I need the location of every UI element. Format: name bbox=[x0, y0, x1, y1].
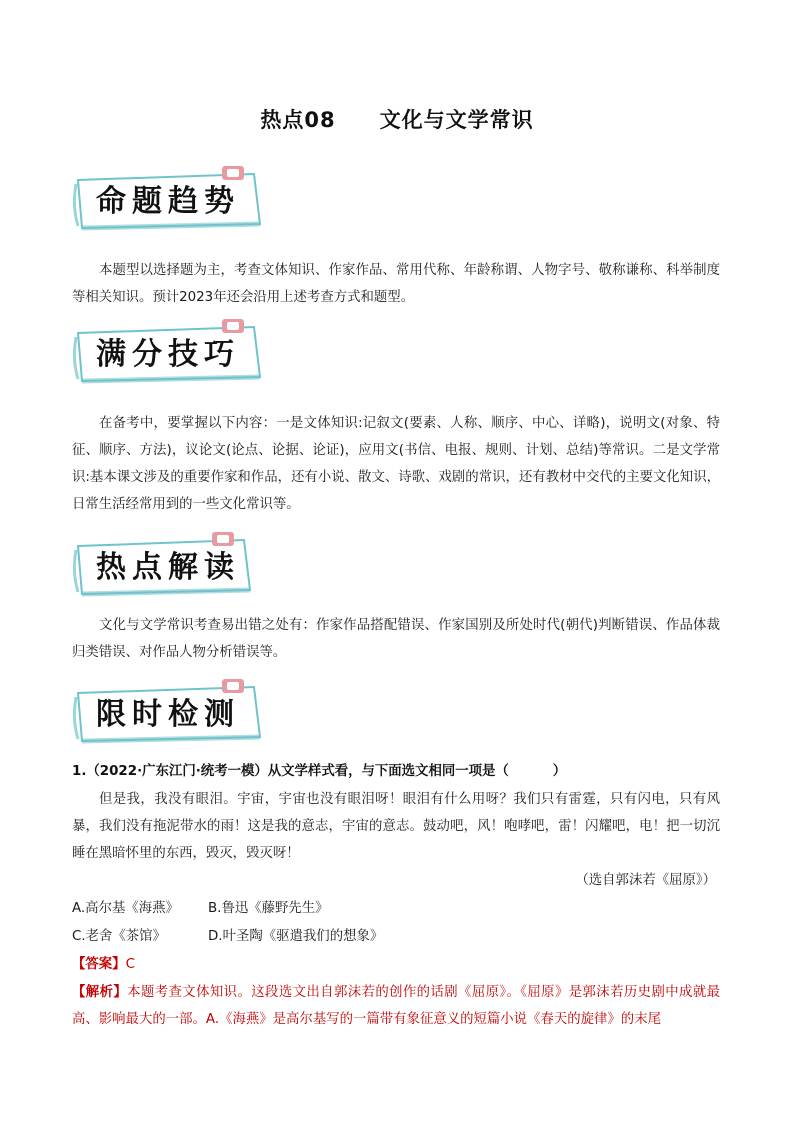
question-title-end: ） bbox=[552, 764, 567, 779]
answer-line bbox=[72, 953, 135, 972]
hot-paragraph: 文化与文学常识考查易出错之处有：作家作品搭配错误、作家国别及所处时代(朝代)判断错误、作品体裁归类错误、对作品人物分析错误等。 bbox=[72, 618, 720, 660]
section-heading: 限时检测 bbox=[96, 697, 240, 732]
title-main: 文化与文学常识 bbox=[379, 108, 534, 132]
section-heading: 热点解读 bbox=[96, 550, 240, 585]
answer-label: 【答案】 bbox=[72, 957, 126, 972]
section-heading: 满分技巧 bbox=[96, 337, 240, 372]
section-banner-skill bbox=[72, 319, 272, 385]
page-title bbox=[0, 104, 794, 134]
option-d: D.叶圣陶《驱遣我们的想象》 bbox=[208, 929, 384, 944]
section-banner-test bbox=[72, 679, 272, 745]
option-a: A.高尔基《海燕》 bbox=[72, 901, 179, 916]
answer-value: C bbox=[125, 957, 135, 972]
option-c: C.老舍《茶馆》 bbox=[72, 929, 166, 944]
question-title bbox=[72, 760, 566, 779]
section-banner-hot bbox=[72, 532, 272, 598]
analysis-text: 本题考查文体知识。这段选文出自郭沫若的创作的话剧《屈原》。《屈原》是郭沫若历史剧中成就最高、影响最大的一部。A.《海燕》是高尔基写的一篇带有象征意义的短篇小说《春天的旋律》的末尾 bbox=[72, 985, 720, 1027]
section-banner-trend bbox=[72, 166, 272, 232]
passage-source: （选自郭沫若《屈原》） bbox=[575, 873, 716, 888]
analysis-label: 【解析】 bbox=[72, 985, 128, 1000]
skill-paragraph: 在备考中，要掌握以下内容：一是文体知识:记叙文(要素、人称、顺序、中心、详略)，说明文(对象、特征、顺序、方法)，议论文(论点、论据、论证)，应用文(书信、电报、规则、计划、总结)等常识。二是文学常识:基本课文涉及的重要作家和作品，还有小说、散文、诗歌、戏剧的常识，还有教材中交代的主要文化知识，日常生活经常用到的一些文化常识等。 bbox=[72, 416, 720, 512]
question-passage: 但是我，我没有眼泪。宇宙，宇宙也没有眼泪呀！眼泪有什么用呀？我们只有雷霆，只有闪电，只有风暴，我们没有拖泥带水的雨！这是我的意志，宇宙的意志。鼓动吧，风！咆哮吧，雷！闪耀吧，电！把一切沉睡在黑暗怀里的东西，毁灭，毁灭呀！ bbox=[72, 792, 720, 861]
analysis-block bbox=[72, 979, 720, 1033]
trend-paragraph: 本题型以选择题为主，考查文体知识、作家作品、常用代称、年龄称谓、人物字号、敬称谦称、科举制度等相关知识。预计2023年还会沿用上述考查方式和题型。 bbox=[72, 263, 720, 305]
title-prefix: 热点08 bbox=[260, 108, 336, 132]
section-heading: 命题趋势 bbox=[96, 184, 240, 219]
question-title-text: 1.（2022·广东江门·统考一模）从文学样式看，与下面选文相同一项是（ bbox=[72, 764, 509, 779]
option-b: B.鲁迅《藤野先生》 bbox=[208, 901, 329, 916]
